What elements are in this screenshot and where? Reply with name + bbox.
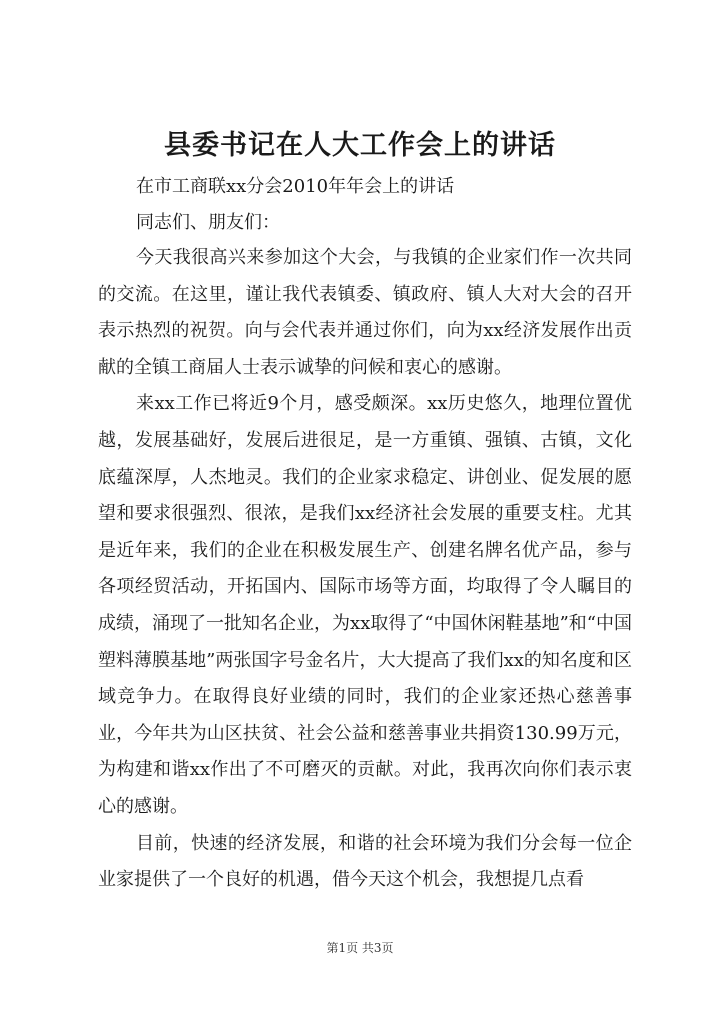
paragraph: 目前，快速的经济发展，和谐的社会环境为我们分会每一位企业家提供了一个良好的机遇，借今天这个机会，我想提几点看 xyxy=(98,832,632,891)
paragraph: 来xx工作已将近9个月，感受颇深。xx历史悠久，地理位置优越，发展基础好，发展后进很足，是一方重镇、强镇、古镇，文化底蕴深厚，人杰地灵。我们的企业家求稳定、讲创业、促发展的愿望和要求很强烈、很浓，是我们xx经济社会发展的重要支柱。尤其是近年来，我们的企业在积极发展生产、创建名牌名优产品，参与各项经贸活动，开拓国内、国际市场等方面，均取得了令人瞩目的成绩，涌现了一批知名企业，为xx取得了“中国休闲鞋基地”和“中国塑料薄膜基地”两张国字号金名片，大大提高了我们xx的知名度和区域竞争力。在取得良好业绩的同时，我们的企业家还热心慈善事业，今年共为山区扶贫、社会公益和慈善事业共捐资130.99万元，为构建和谐xx作出了不可磨灭的贡献。对此，我再次向你们表示衷心的感谢。 xyxy=(98,393,632,817)
paragraph: 今天我很高兴来参加这个大会，与我镇的企业家们作一次共同的交流。在这里，谨让我代表镇委、镇政府、镇人大对大会的召开表示热烈的祝贺。向与会代表并通过你们，向为xx经济发展作出贡献的全镇工商届人士表示诚挚的问候和衷心的感谢。 xyxy=(98,247,632,378)
salutation: 同志们、朋友们： xyxy=(136,212,280,233)
document-body xyxy=(98,240,632,899)
document-subtitle: 在市工商联xx分会2010年年会上的讲话 xyxy=(136,176,455,197)
document-title: 县委书记在人大工作会上的讲话 xyxy=(164,130,556,161)
page-footer: 第1页 共3页 xyxy=(326,941,394,955)
